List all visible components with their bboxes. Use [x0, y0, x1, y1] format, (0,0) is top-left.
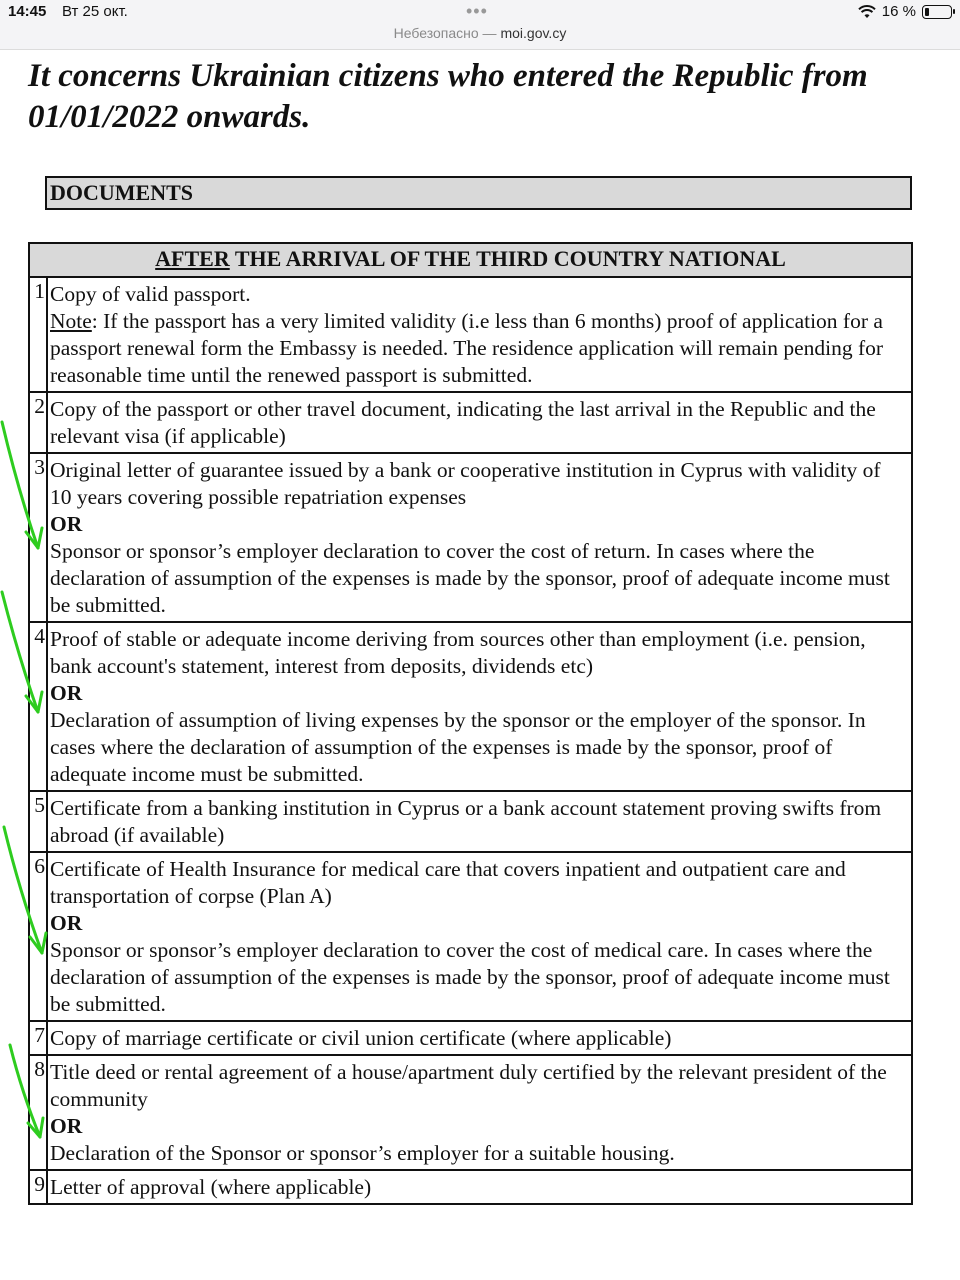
- row-text: [47, 622, 912, 791]
- row-number: 5: [29, 791, 47, 852]
- row-text: [47, 277, 912, 392]
- date: Вт 25 окт.: [62, 3, 128, 20]
- status-bar: [0, 0, 960, 50]
- note-text: : If the passport has a very limited validity (i.e less than 6 months) proof of application for a passport renewal form the Embassy is needed. The residence application will remain pending for reasonable time until the renewed passport is submitted.: [50, 309, 884, 387]
- table-row: [29, 1170, 912, 1204]
- row-alt-text: Sponsor or sponsor’s employer declaration to cover the cost of medical care. In cases where the declaration of assumption of the expenses is made by the sponsor, proof of adequate income must be submitted.: [50, 938, 890, 1016]
- row-main-text: Proof of stable or adequate income deriving from sources other than employment (i.e. pension, bank account's statement, interest from deposits, dividends etc): [50, 627, 866, 678]
- status-icons: [858, 3, 952, 20]
- note-label: Note: [50, 309, 92, 333]
- wifi-icon: [858, 5, 876, 19]
- row-alt-text: Declaration of the Sponsor or sponsor’s employer for a suitable housing.: [50, 1141, 675, 1165]
- row-alt-text: Declaration of assumption of living expenses by the sponsor or the employer of the sponsor. In cases where the declaration of assumption of the expenses is made by the sponsor, proof of adequate income must be submitted.: [50, 708, 866, 786]
- row-main-text: Certificate of Health Insurance for medical care that covers inpatient and outpatient care and transportation of corpse (Plan A): [50, 857, 846, 908]
- address-bar[interactable]: [0, 25, 960, 41]
- row-text: Copy of the passport or other travel document, indicating the last arrival in the Republic and the relevant visa (if applicable): [47, 392, 912, 453]
- row-number: 9: [29, 1170, 47, 1204]
- or-label: OR: [50, 1114, 83, 1138]
- row-text: Certificate from a banking institution in Cyprus or a bank account statement proving swifts from abroad (if available): [47, 791, 912, 852]
- row-main-text: Copy of valid passport.: [50, 282, 251, 306]
- row-number: 8: [29, 1055, 47, 1170]
- clock: 14:45: [8, 3, 47, 20]
- row-text: [47, 1055, 912, 1170]
- more-dots-icon[interactable]: •••: [466, 1, 488, 21]
- table-row: [29, 791, 912, 852]
- or-label: OR: [50, 911, 83, 935]
- table-row: [29, 1055, 912, 1170]
- row-text: Copy of marriage certificate or civil union certificate (where applicable): [47, 1021, 912, 1055]
- url-domain: moi.gov.cy: [500, 25, 567, 41]
- row-text: [47, 852, 912, 1021]
- row-text: Letter of approval (where applicable): [47, 1170, 912, 1204]
- table-row: [29, 392, 912, 453]
- battery-icon: [922, 5, 952, 19]
- row-number: 6: [29, 852, 47, 1021]
- documents-header: DOCUMENTS: [45, 176, 912, 210]
- table-row: [29, 852, 912, 1021]
- row-number: 4: [29, 622, 47, 791]
- table-row: [29, 453, 912, 622]
- documents-table: [28, 242, 913, 1205]
- table-row: [29, 622, 912, 791]
- row-number: 3: [29, 453, 47, 622]
- row-main-text: Title deed or rental agreement of a house/apartment duly certified by the relevant president of the community: [50, 1060, 887, 1111]
- row-number: 2: [29, 392, 47, 453]
- table-header: [29, 243, 912, 277]
- header-rest: THE ARRIVAL OF THE THIRD COUNTRY NATIONAL: [229, 246, 786, 271]
- row-text: [47, 453, 912, 622]
- battery-percent: 16 %: [881, 3, 916, 20]
- row-number: 1: [29, 277, 47, 392]
- header-underlined: AFTER: [155, 246, 230, 271]
- page-title: It concerns Ukrainian citizens who entered the Republic from 01/01/2022 onwards.: [28, 58, 868, 135]
- table-row: [29, 277, 912, 392]
- or-label: OR: [50, 512, 83, 536]
- row-number: 7: [29, 1021, 47, 1055]
- or-label: OR: [50, 681, 83, 705]
- row-alt-text: Sponsor or sponsor’s employer declaration to cover the cost of return. In cases where the declaration of assumption of the expenses is made by the sponsor, proof of adequate income must be submitted.: [50, 539, 890, 617]
- table-row: [29, 1021, 912, 1055]
- table-header-row: [29, 243, 912, 277]
- row-main-text: Original letter of guarantee issued by a bank or cooperative institution in Cyprus with validity of 10 years covering possible repatriation expenses: [50, 458, 881, 509]
- security-warning: Небезопасно —: [393, 25, 497, 41]
